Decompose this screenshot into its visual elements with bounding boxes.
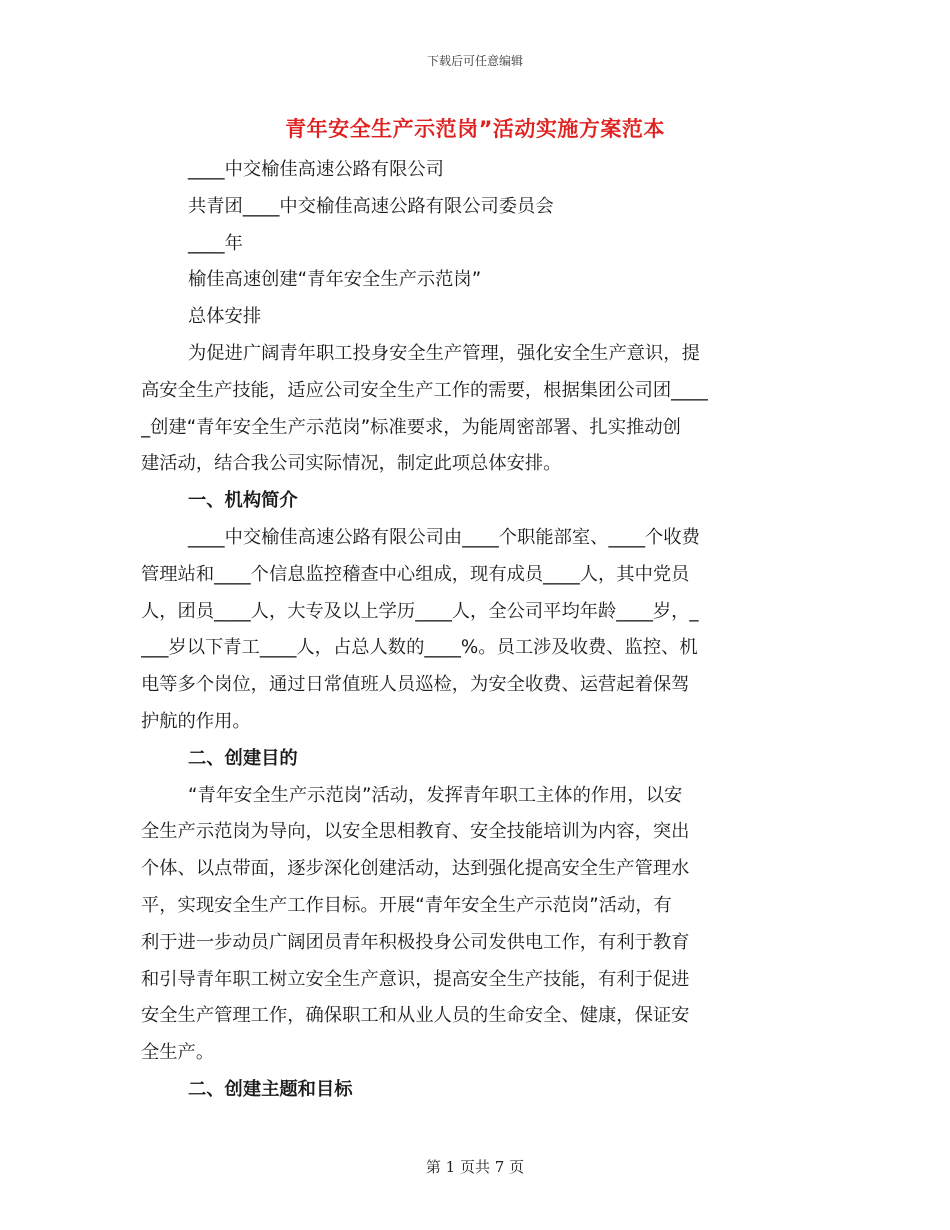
- paragraph-line: 管理站和____个信息监控稽查中心组成，现有成员____人，其中党员: [141, 563, 690, 585]
- paragraph-line: ____中交榆佳高速公路有限公司由____个职能部室、____个收费: [188, 526, 700, 548]
- paragraph-line: ___岁以下青工____人，占总人数的____%。员工涉及收费、监控、机: [141, 637, 698, 659]
- header-note: 下载后可任意编辑: [426, 54, 523, 68]
- section-heading: 一、机构简介: [188, 490, 298, 512]
- intro-line-company: ____中交榆佳高速公路有限公司: [188, 159, 444, 180]
- paragraph-line: 建活动，结合我公司实际情况，制定此项总体安排。: [141, 453, 562, 475]
- paragraph-line: 高安全生产技能，适应公司安全生产工作的需要，根据集团公司团____: [141, 379, 708, 401]
- paragraph-line: 电等多个岗位，通过日常值班人员巡检，为安全收费、运营起着保驾: [141, 674, 690, 696]
- intro-line-subject: 榆佳高速创建“青年安全生产示范岗”: [188, 269, 482, 291]
- paragraph-line: 安全生产管理工作，确保职工和从业人员的生命安全、健康，保证安: [141, 1005, 690, 1027]
- document-body: [141, 152, 801, 1109]
- paragraph-line: 人，团员____人，大专及以上学历____人，全公司平均年龄____岁，_: [141, 600, 699, 622]
- section-heading: 二、创建主题和目标: [188, 1078, 353, 1100]
- intro-line-league: 共青团____中交榆佳高速公路有限公司委员会: [188, 195, 554, 217]
- paragraph-line: 个体、以点带面，逐步深化创建活动，达到强化提高安全生产管理水: [141, 858, 690, 880]
- paragraph-line: 平，实现安全生产工作目标。开展“青年安全生产示范岗”活动，有: [141, 894, 672, 916]
- intro-line-plan: 总体安排: [188, 306, 262, 328]
- paragraph-line: 护航的作用。: [141, 710, 251, 732]
- page-number-footer: 第 1 页共 7 页: [425, 1158, 525, 1176]
- paragraph-line: _创建“青年安全生产示范岗”标准要求，为能周密部署、扎实推动创: [141, 416, 681, 438]
- paragraph-line: 利于进一步动员广阔团员青年积极投身公司发供电工作，有利于教育: [141, 931, 690, 953]
- document-title: 青年安全生产示范岗”活动实施方案范本: [285, 117, 665, 141]
- section-heading: 二、创建目的: [188, 747, 298, 769]
- paragraph-line: 全生产示范岗为导向，以安全思相教育、安全技能培训为内容，突出: [141, 821, 690, 843]
- paragraph-line: 为促进广阔青年职工投身安全生产管理，强化安全生产意识，提: [188, 342, 700, 364]
- paragraph-line: 和引导青年职工树立安全生产意识，提高安全生产技能，有利于促进: [141, 968, 690, 990]
- paragraph-line: “青年安全生产示范岗”活动，发挥青年职工主体的作用，以安: [188, 784, 683, 806]
- intro-line-year: ____年: [188, 232, 243, 254]
- paragraph-line: 全生产。: [141, 1042, 215, 1064]
